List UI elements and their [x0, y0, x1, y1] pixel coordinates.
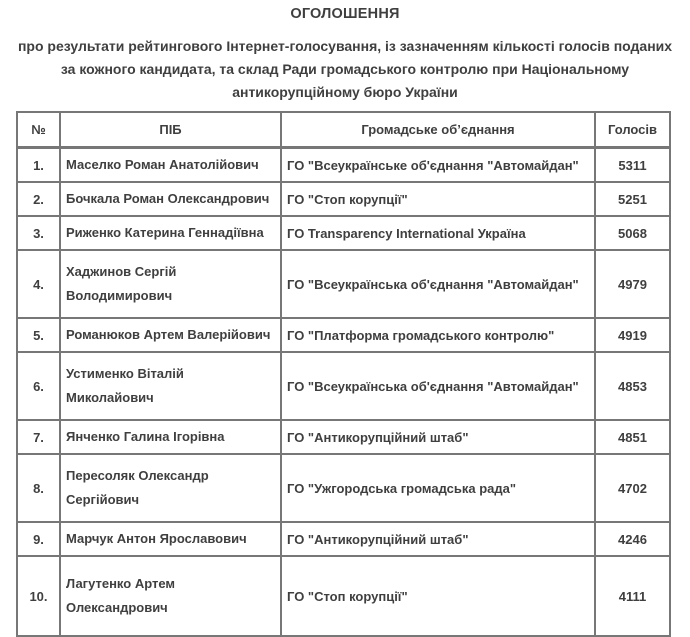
cell-rank: 3.	[17, 216, 60, 250]
announcement-document	[0, 6, 690, 635]
table-row	[17, 352, 670, 420]
table-row	[17, 420, 670, 454]
table-row	[17, 318, 670, 352]
table-row	[17, 216, 670, 250]
cell-rank: 10.	[17, 556, 60, 636]
cell-organization: ГО "Антикорупційний штаб"	[281, 522, 595, 556]
table-row	[17, 182, 670, 216]
cell-votes: 4246	[595, 522, 670, 556]
document-subtitle: про результати рейтингового Інтернет-голосування, із зазначенням кількості голосів поданих за кожного кандидата, та склад Ради громадського контролю при Національному антикорупційному бюро України	[17, 38, 673, 100]
cell-organization: ГО "Всеукраїнська об'єднання "Автомайдан"	[281, 352, 595, 420]
cell-organization: ГО Transparency International Україна	[281, 216, 595, 250]
cell-name: Пересоляк Олександр Сергійович	[60, 454, 281, 522]
cell-rank: 5.	[17, 318, 60, 352]
cell-rank: 2.	[17, 182, 60, 216]
cell-organization: ГО "Антикорупційний штаб"	[281, 420, 595, 454]
table-header-row	[17, 112, 670, 148]
cell-votes: 4851	[595, 420, 670, 454]
cell-votes: 4111	[595, 556, 670, 636]
table-row	[17, 556, 670, 636]
cell-name: Устименко Віталій Миколайович	[60, 352, 281, 420]
cell-name: Лагутенко Артем Олександрович	[60, 556, 281, 636]
cell-name: Янченко Галина Ігорівна	[60, 420, 281, 454]
cell-rank: 7.	[17, 420, 60, 454]
column-header-name: ПІБ	[60, 112, 281, 148]
cell-organization: ГО "Всеукраїнське об'єднання "Автомайдан"	[281, 148, 595, 183]
cell-votes: 4979	[595, 250, 670, 318]
cell-organization: ГО "Платформа громадського контролю"	[281, 318, 595, 352]
page-title: ОГОЛОШЕННЯ	[290, 6, 400, 22]
column-header-votes: Голосів	[595, 112, 670, 148]
cell-name: Риженко Катерина Геннадіївна	[60, 216, 281, 250]
cell-rank: 8.	[17, 454, 60, 522]
cell-rank: 6.	[17, 352, 60, 420]
cell-rank: 1.	[17, 148, 60, 183]
cell-rank: 4.	[17, 250, 60, 318]
cell-organization: ГО "Ужгородська громадська рада"	[281, 454, 595, 522]
voting-results-table	[16, 111, 671, 637]
cell-organization: ГО "Стоп корупції"	[281, 556, 595, 636]
cell-votes: 4919	[595, 318, 670, 352]
cell-votes: 4702	[595, 454, 670, 522]
cell-organization: ГО "Всеукраїнська об'єднання "Автомайдан"	[281, 250, 595, 318]
cell-name: Хаджинов Сергій Володимирович	[60, 250, 281, 318]
cell-name: Маселко Роман Анатолійович	[60, 148, 281, 183]
column-header-organization: Громадське об’єднання	[281, 112, 595, 148]
cell-rank: 9.	[17, 522, 60, 556]
table-row	[17, 454, 670, 522]
cell-name: Марчук Антон Ярославович	[60, 522, 281, 556]
table-row	[17, 148, 670, 183]
cell-name: Бочкала Роман Олександрович	[60, 182, 281, 216]
table-row	[17, 250, 670, 318]
cell-name: Романюков Артем Валерійович	[60, 318, 281, 352]
table-row	[17, 522, 670, 556]
cell-organization: ГО "Стоп корупції"	[281, 182, 595, 216]
cell-votes: 5251	[595, 182, 670, 216]
column-header-number: №	[17, 112, 60, 148]
cell-votes: 5068	[595, 216, 670, 250]
cell-votes: 5311	[595, 148, 670, 183]
cell-votes: 4853	[595, 352, 670, 420]
